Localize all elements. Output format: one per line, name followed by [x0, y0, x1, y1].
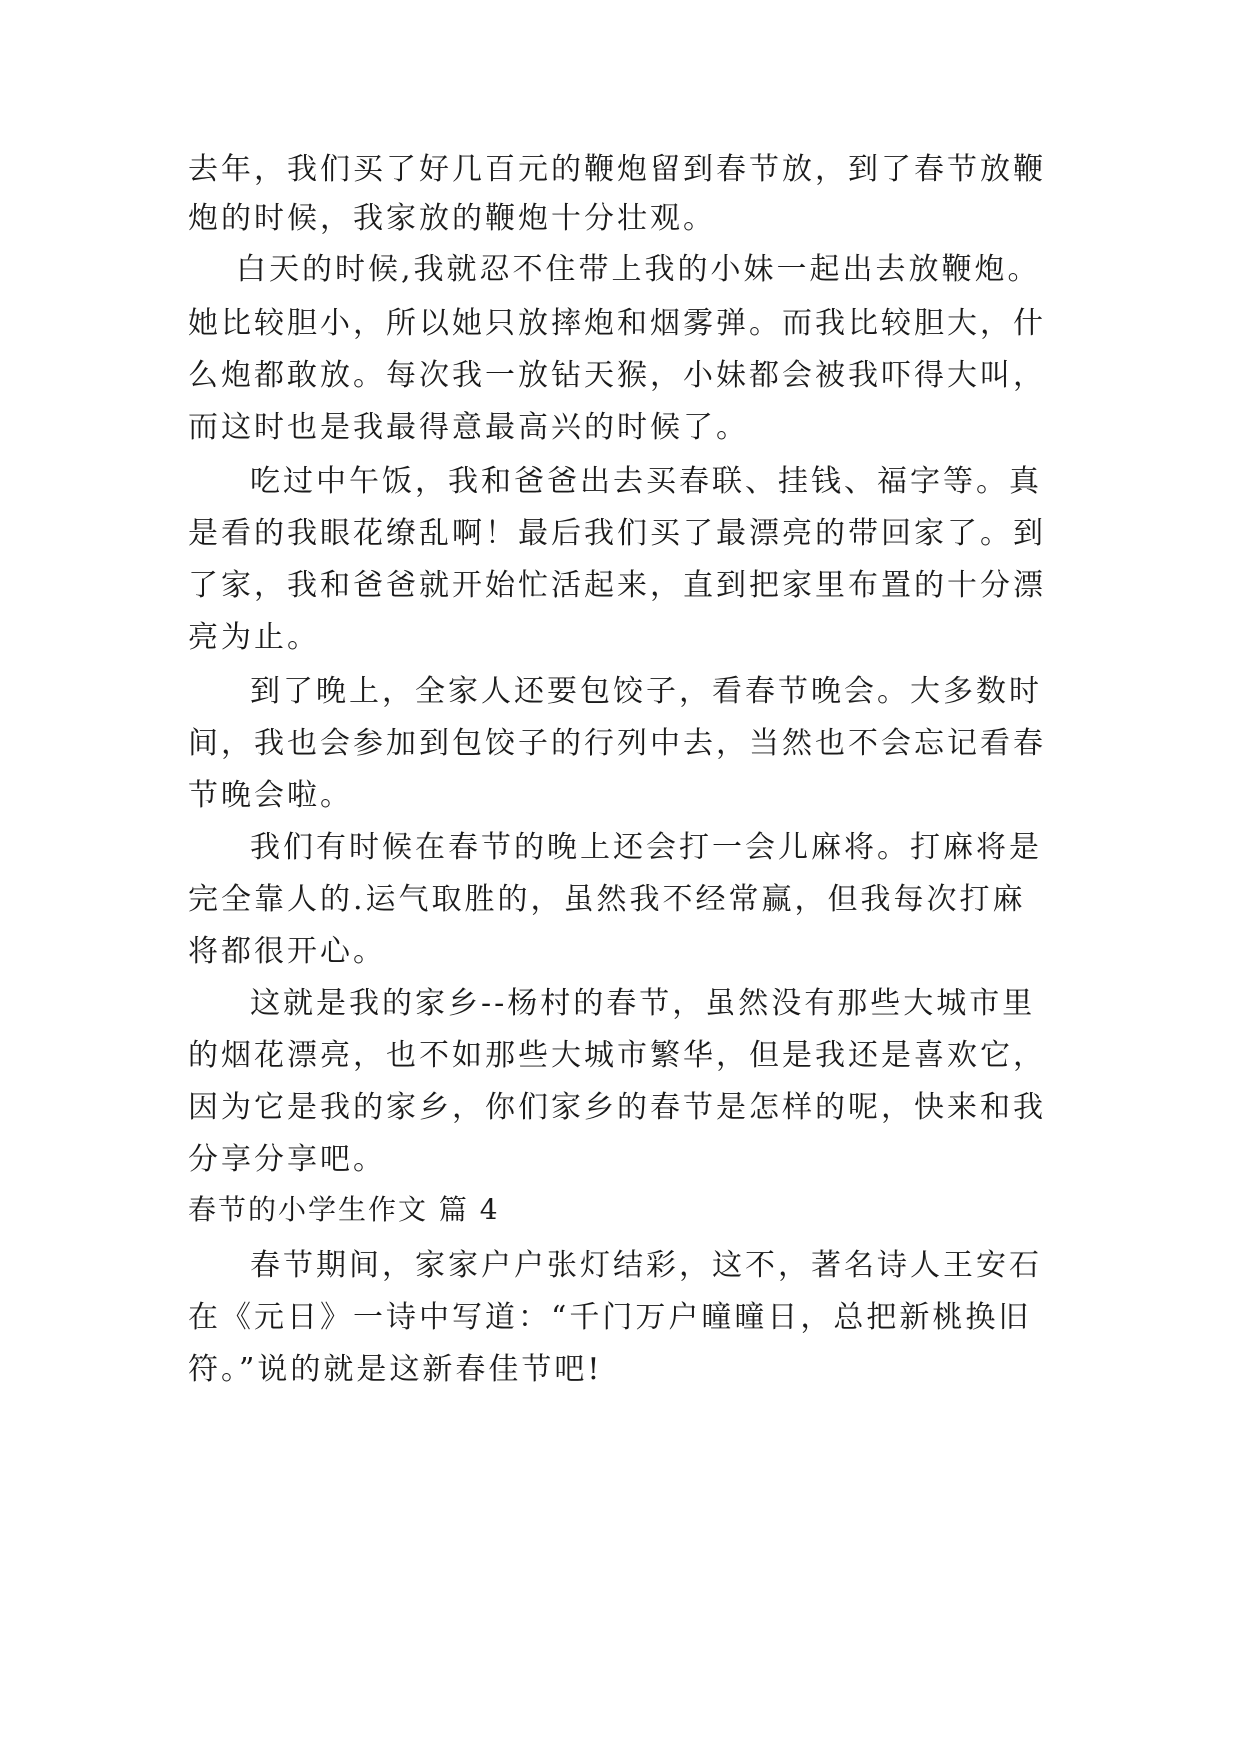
paragraph-6-line-1: 这就是我的家乡--杨村的春节，虽然没有那些大城市里 [250, 986, 1036, 1021]
paragraph-5-line-2: 完全靠人的.运气取胜的，虽然我不经常赢，但我每次打麻 [188, 882, 1026, 917]
closing-paragraph-line-3: 符。”说的就是这新春佳节吧! [188, 1352, 603, 1387]
paragraph-3-line-4: 亮为止。 [188, 620, 320, 655]
paragraph-4-line-3: 节晚会啦。 [188, 778, 353, 813]
paragraph-1-line-2: 炮的时候，我家放的鞭炮十分壮观。 [188, 201, 716, 236]
paragraph-3-line-3: 了家，我和爸爸就开始忙活起来，直到把家里布置的十分漂 [188, 568, 1046, 603]
paragraph-1-line-1: 去年，我们买了好几百元的鞭炮留到春节放，到了春节放鞭 [188, 152, 1046, 187]
paragraph-2-line-4: 而这时也是我最得意最高兴的时候了。 [188, 410, 749, 445]
closing-paragraph-line-2: 在《元日》一诗中写道：“千门万户曈曈日，总把新桃换旧 [188, 1300, 1032, 1335]
paragraph-3-line-1: 吃过中午饭，我和爸爸出去买春联、挂钱、福字等。真 [250, 464, 1042, 499]
closing-paragraph-line-1: 春节期间，家家户户张灯结彩，这不，著名诗人王安石 [250, 1248, 1042, 1283]
paragraph-4-line-1: 到了晚上，全家人还要包饺子，看春节晚会。大多数时 [250, 674, 1042, 709]
paragraph-6-line-2: 的烟花漂亮，也不如那些大城市繁华，但是我还是喜欢它， [188, 1038, 1046, 1073]
section-heading: 春节的小学生作文 篇 4 [188, 1193, 500, 1226]
paragraph-2-line-1: 白天的时候,我就忍不住带上我的小妹一起出去放鞭炮。 [236, 252, 1041, 287]
paragraph-5-line-1: 我们有时候在春节的晚上还会打一会儿麻将。打麻将是 [250, 830, 1042, 865]
paragraph-6-line-4: 分享分享吧。 [188, 1142, 386, 1177]
paragraph-2-line-3: 么炮都敢放。每次我一放钻天猴，小妹都会被我吓得大叫， [188, 358, 1046, 393]
paragraph-3-line-2: 是看的我眼花缭乱啊！最后我们买了最漂亮的带回家了。到 [188, 516, 1046, 551]
paragraph-2-line-2: 她比较胆小，所以她只放摔炮和烟雾弹。而我比较胆大，什 [188, 306, 1046, 341]
paragraph-4-line-2: 间，我也会参加到包饺子的行列中去，当然也不会忘记看春 [188, 726, 1046, 761]
paragraph-5-line-3: 将都很开心。 [188, 934, 386, 969]
paragraph-6-line-3: 因为它是我的家乡，你们家乡的春节是怎样的呢，快来和我 [188, 1090, 1046, 1125]
